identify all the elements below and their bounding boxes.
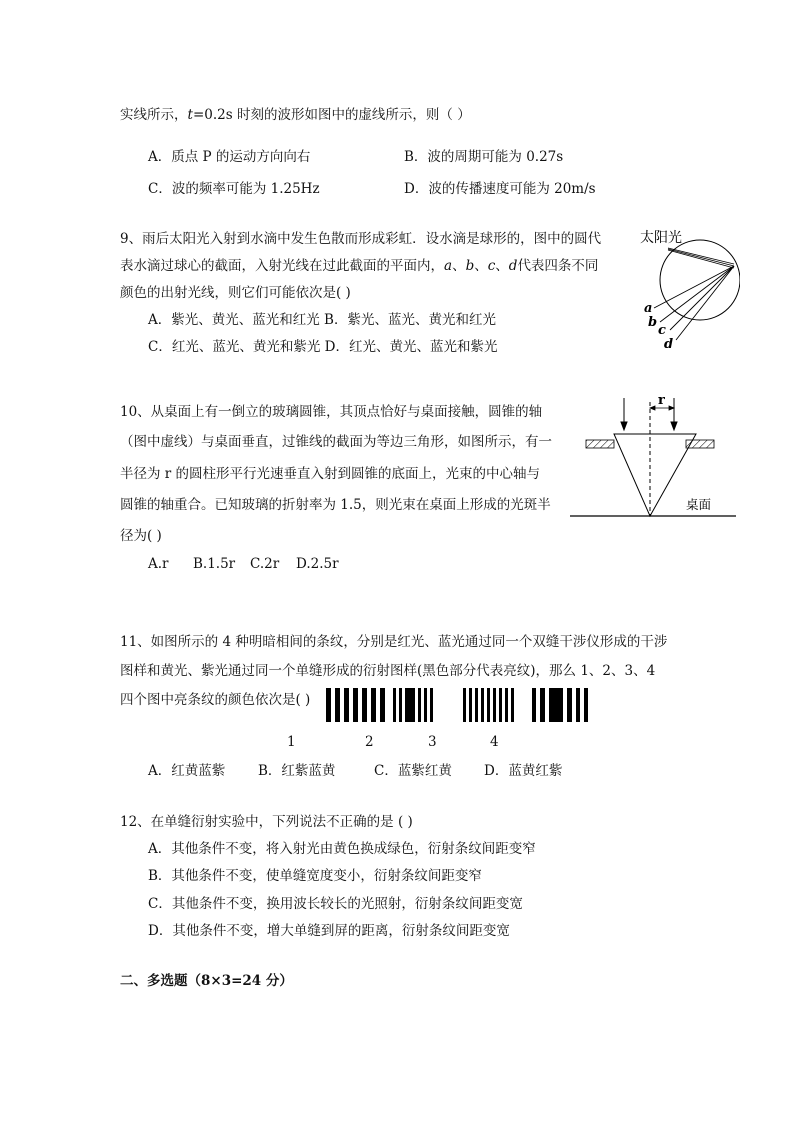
q11-line-3: 四个图中亮条纹的颜色依次是( ) [120, 692, 311, 708]
q10-option-b: B.1.5r [193, 556, 236, 572]
q10-option-a: A.r [148, 556, 169, 572]
fringe-label-2: 2 [365, 734, 374, 750]
q8-stem: 实线所示，t=0.2s 时刻的波形如图中的虚线所示，则（ ） [120, 107, 471, 123]
q11-fringe-figure [320, 686, 600, 726]
q12-option-d: D．其他条件不变，增大单缝到屏的距离，衍射条纹间距变宽 [148, 923, 510, 939]
q11-option-b: B．红紫蓝黄 [258, 763, 336, 779]
section-2-title: 二、多选题（8×3=24 分） [120, 973, 293, 989]
q8-option-b: B．波的周期可能为 0.27s [404, 149, 564, 165]
ray-label-a: a [644, 301, 653, 316]
glass-cone [614, 434, 696, 516]
q11-option-d: D．蓝黄红紫 [484, 763, 563, 779]
q8-option-d: D．波的传播速度可能为 20m/s [404, 181, 596, 197]
q11-line-2: 图样和黄光、紫光通过同一个单缝形成的衍射图样(黑色部分代表亮纹)，那么 1、2、3、4 [120, 663, 656, 679]
fringe-label-4: 4 [490, 734, 499, 750]
fringe-label-1: 1 [287, 734, 296, 750]
q10-option-d: D.2.5r [296, 556, 339, 572]
q10-line-1: 10、从桌面上有一倒立的玻璃圆锥，其顶点恰好与桌面接触，圆锥的轴 [120, 404, 543, 420]
q9-line-2: 表水滴过球心的截面，入射光线在过此截面的平面内，a、b、c、d代表四条不同 [120, 258, 599, 274]
q12-option-c: C．其他条件不变，换用波长较长的光照射，衍射条纹间距变宽 [148, 896, 523, 912]
exit-rays [654, 266, 734, 340]
q8-option-a: A．质点 P 的运动方向向右 [148, 149, 311, 165]
q11-line-1: 11、如图所示的 4 种明暗相间的条纹，分别是红光、蓝光通过同一个双缝干涉仪形成的干涉 [120, 634, 668, 650]
left-support [586, 440, 614, 448]
q11-option-a: A．红黄蓝紫 [148, 763, 226, 779]
incident-arrows [621, 398, 677, 430]
incident-rays [668, 248, 734, 268]
q10-line-2: （图中虚线）与桌面垂直，过锥线的截面为等边三角形，如图所示，有一 [120, 434, 552, 450]
radius-label: r [658, 393, 665, 408]
q12-stem: 12、在单缝衍射实验中，下列说法不正确的是 ( ) [120, 814, 413, 830]
q10-option-c: C.2r [250, 556, 280, 572]
q10-cone-figure [568, 388, 740, 522]
fringe-pattern-1 [326, 688, 385, 722]
q8-option-c: C．波的频率可能为 1.25Hz [148, 181, 320, 197]
q9-options-ab: A．紫光、黄光、蓝光和红光 B．紫光、蓝光、黄光和红光 [148, 312, 496, 328]
q9-options-cd: C．红光、蓝光、黄光和紫光 D．红光、黄光、蓝光和紫光 [148, 339, 498, 355]
q9-line-3: 颜色的出射光线，则它们可能依次是( ) [120, 285, 351, 301]
table-label: 桌面 [686, 497, 712, 512]
fringe-pattern-2 [393, 688, 433, 722]
q9-line-1: 9、雨后太阳光入射到水滴中发生色散而形成彩虹．设水滴是球形的，图中的圆代 [120, 231, 602, 247]
fringe-pattern-3 [463, 688, 514, 722]
q11-option-c: C．蓝紫红黄 [374, 763, 452, 779]
water-drop-circle [660, 240, 740, 320]
fringe-pattern-4 [532, 688, 588, 722]
ray-label-c: c [658, 323, 666, 338]
fringe-label-3: 3 [428, 734, 437, 750]
q10-line-3: 半径为 r 的圆柱形平行光速垂直入射到圆锥的底面上，光束的中心轴与 [120, 466, 541, 482]
q12-option-b: B．其他条件不变，使单缝宽度变小，衍射条纹间距变窄 [148, 868, 482, 884]
q9-raindrop-figure [630, 222, 740, 352]
q12-option-a: A．其他条件不变，将入射光由黄色换成绿色，衍射条纹间距变窄 [148, 841, 536, 857]
ray-label-d: d [664, 337, 674, 352]
q10-line-5: 径为( ) [120, 528, 162, 544]
sunlight-label: 太阳光 [640, 230, 682, 246]
ray-label-b: b [648, 315, 658, 330]
q10-line-4: 圆锥的轴重合。已知玻璃的折射率为 1.5，则光束在桌面上形成的光斑半 [120, 497, 551, 513]
